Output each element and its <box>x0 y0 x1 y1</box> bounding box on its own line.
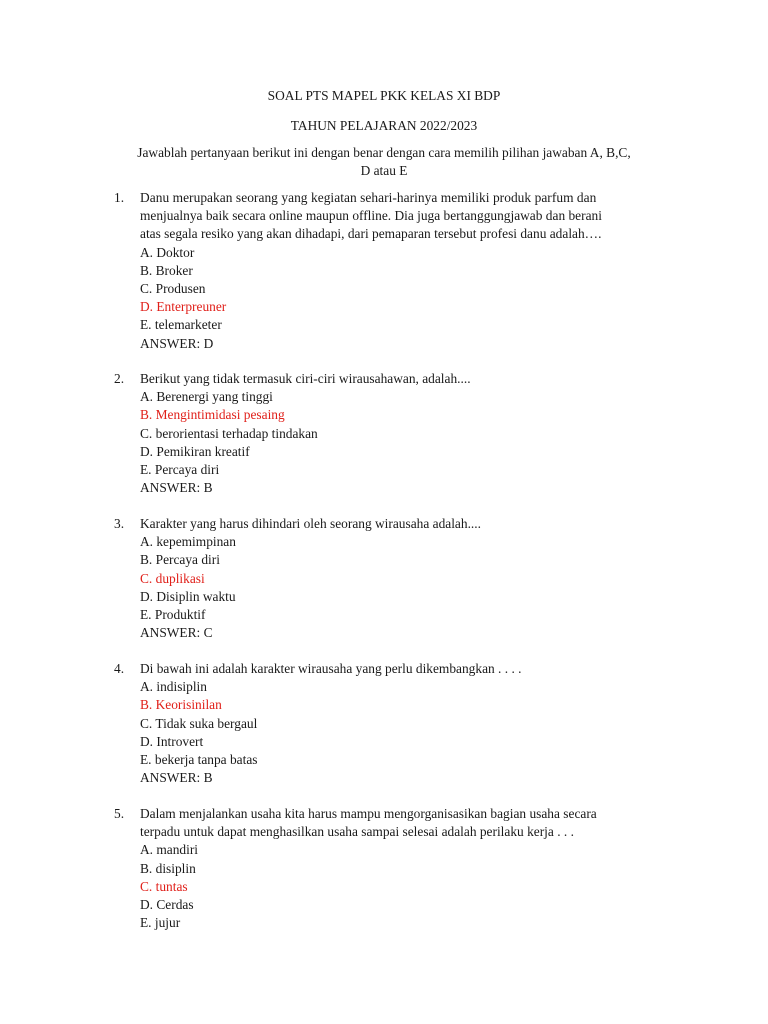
option-b: B. Broker <box>140 262 193 278</box>
question-stem-line: atas segala resiko yang akan dihadapi, dari pemaparan tersebut profesi danu adalah…. <box>140 226 602 242</box>
question-1 <box>114 189 676 353</box>
question-stem <box>140 370 676 388</box>
question-stem-line: Karakter yang harus dihindari oleh seorang wirausaha adalah.... <box>140 516 481 531</box>
document-title: SOAL PTS MAPEL PKK KELAS XI BDP <box>267 88 501 103</box>
option-e: E. bekerja tanpa batas <box>140 752 258 768</box>
question-stem <box>140 805 676 841</box>
option-c: C. tuntas <box>140 878 188 894</box>
option-e: E. telemarketer <box>140 317 222 333</box>
question-5 <box>114 805 676 932</box>
option-c: C. duplikasi <box>140 570 205 586</box>
question-number: 5. <box>114 806 125 821</box>
option-d: D. Cerdas <box>140 897 194 913</box>
question-4 <box>114 660 676 787</box>
question-number: 1. <box>114 190 125 205</box>
answer-key: ANSWER: D <box>140 335 214 351</box>
question-2 <box>114 370 676 497</box>
question-stem-line: Berikut yang tidak termasuk ciri-ciri wirausahawan, adalah.... <box>140 371 471 386</box>
option-c: C. Produsen <box>140 281 206 297</box>
option-b: B. Mengintimidasi pesaing <box>140 407 285 423</box>
instruction-line: D atau E <box>360 163 408 179</box>
instruction-line: Jawablah pertanyaan berikut ini dengan benar dengan cara memilih pilihan jawaban A, B,C, <box>137 145 631 160</box>
academic-year: TAHUN PELAJARAN 2022/2023 <box>290 118 478 133</box>
question-stem-line: terpadu untuk dapat menghasilkan usaha sampai selesai adalah perilaku kerja . . . <box>140 824 574 840</box>
question-number: 2. <box>114 371 125 386</box>
option-a: A. mandiri <box>140 842 199 858</box>
question-stem <box>140 515 676 533</box>
answer-key: ANSWER: B <box>140 770 213 786</box>
option-a: A. indisiplin <box>140 679 207 695</box>
question-number: 3. <box>114 516 125 531</box>
option-a: A. kepemimpinan <box>140 534 236 550</box>
option-e: E. jujur <box>140 915 181 931</box>
option-c: C. Tidak suka bergaul <box>140 715 258 731</box>
option-e: E. Percaya diri <box>140 462 220 478</box>
option-a: A. Berenergi yang tinggi <box>140 389 273 405</box>
answer-key: ANSWER: B <box>140 480 213 496</box>
option-b: B. Percaya diri <box>140 552 220 568</box>
question-stem <box>140 189 676 244</box>
answer-key: ANSWER: C <box>140 625 213 641</box>
question-stem-line: menjualnya baik secara online maupun offline. Dia juga bertanggungjawab dan berani <box>140 208 602 224</box>
question-stem-line: Danu merupakan seorang yang kegiatan sehari-harinya memiliki produk parfum dan <box>140 190 597 205</box>
option-e: E. Produktif <box>140 607 206 623</box>
option-d: D. Disiplin waktu <box>140 588 236 604</box>
question-stem-line: Di bawah ini adalah karakter wirausaha yang perlu dikembangkan . . . . <box>140 661 522 676</box>
option-d: D. Enterpreuner <box>140 299 227 315</box>
question-stem <box>140 660 676 678</box>
instructions <box>92 144 676 180</box>
option-a: A. Doktor <box>140 244 195 260</box>
option-b: B. Keorisinilan <box>140 697 222 713</box>
question-3 <box>114 515 676 642</box>
option-d: D. Introvert <box>140 733 204 749</box>
option-c: C. berorientasi terhadap tindakan <box>140 425 318 441</box>
option-b: B. disiplin <box>140 860 196 876</box>
question-number: 4. <box>114 661 125 676</box>
question-stem-line: Dalam menjalankan usaha kita harus mampu mengorganisasikan bagian usaha secara <box>140 806 597 821</box>
option-d: D. Pemikiran kreatif <box>140 443 250 459</box>
